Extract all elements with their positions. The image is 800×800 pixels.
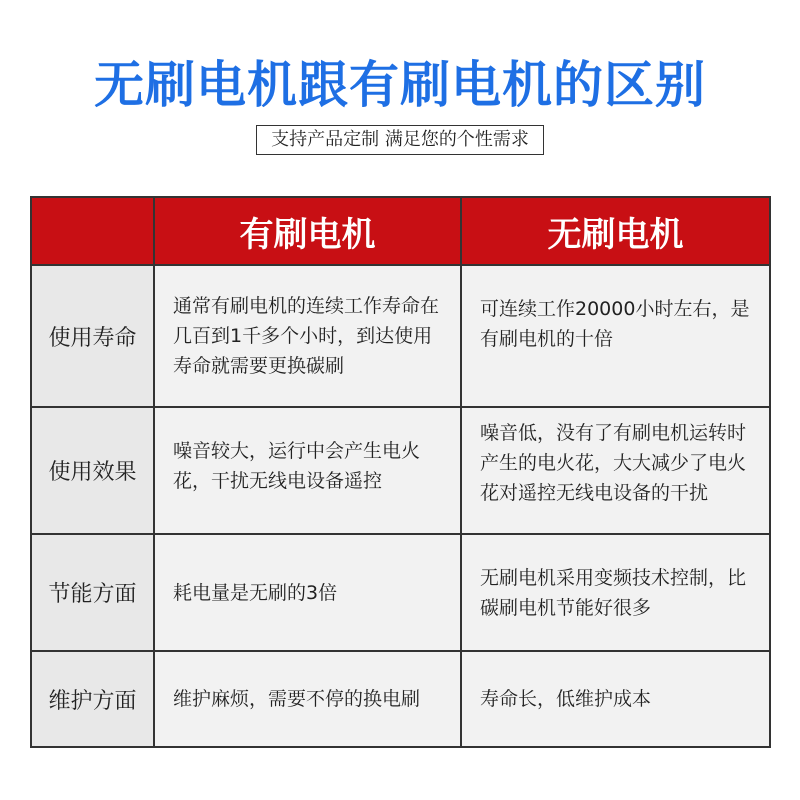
table-header-row [31, 197, 770, 265]
brushed-cell: 维护麻烦，需要不停的换电刷 [154, 651, 461, 747]
subtitle-wrap [0, 125, 800, 155]
brushless-cell: 噪音低，没有了有刷电机运转时产生的电火花，大大减少了电火花对遥控无线电设备的干扰 [461, 407, 770, 534]
brushed-cell: 耗电量是无刷的3倍 [154, 534, 461, 651]
brushless-cell: 无刷电机采用变频技术控制，比碳刷电机节能好很多 [461, 534, 770, 651]
header-brushless: 无刷电机 [461, 197, 770, 265]
subtitle-box: 支持产品定制 满足您的个性需求 [256, 125, 544, 155]
table-row [31, 651, 770, 747]
row-label: 使用效果 [31, 407, 154, 534]
row-label: 节能方面 [31, 534, 154, 651]
brushless-cell: 寿命长，低维护成本 [461, 651, 770, 747]
table-row [31, 265, 770, 407]
header-corner [31, 197, 154, 265]
table-row [31, 534, 770, 651]
table-row [31, 407, 770, 534]
row-label: 使用寿命 [31, 265, 154, 407]
brushed-cell: 噪音较大，运行中会产生电火花，干扰无线电设备遥控 [154, 407, 461, 534]
brushless-cell: 可连续工作20000小时左右，是有刷电机的十倍 [461, 265, 770, 407]
row-label: 维护方面 [31, 651, 154, 747]
header-brushed: 有刷电机 [154, 197, 461, 265]
page-title: 无刷电机跟有刷电机的区别 [94, 56, 706, 114]
brushed-cell: 通常有刷电机的连续工作寿命在几百到1千多个小时，到达使用寿命就需要更换碳刷 [154, 265, 461, 407]
comparison-table [30, 196, 771, 748]
